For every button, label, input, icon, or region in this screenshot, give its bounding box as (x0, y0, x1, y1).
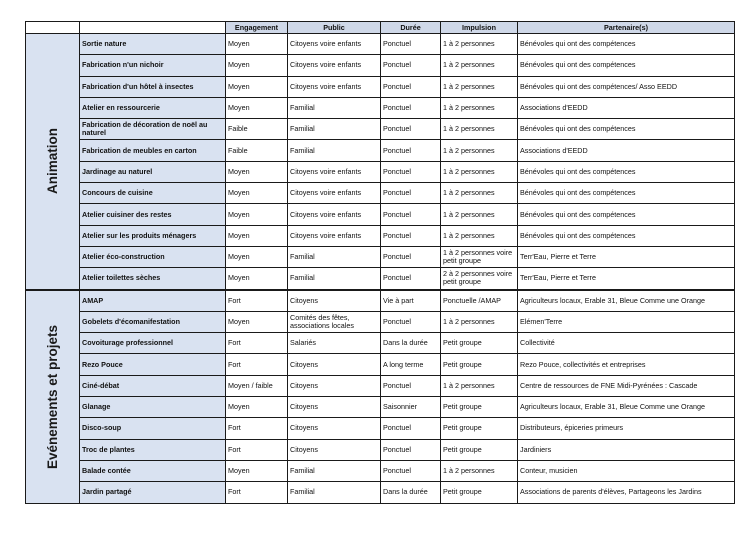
impulsion-cell: 1 à 2 personnes voire petit groupe (441, 246, 518, 267)
engagement-cell: Moyen (226, 55, 288, 76)
public-cell: Citoyens voire enfants (288, 161, 381, 182)
public-cell: Citoyens (288, 418, 381, 439)
engagement-cell: Moyen / faible (226, 375, 288, 396)
engagement-cell: Moyen (226, 246, 288, 267)
activity-cell: Jardin partagé (80, 482, 226, 503)
header-engagement: Engagement (226, 22, 288, 34)
engagement-cell: Moyen (226, 34, 288, 55)
duree-cell: Ponctuel (381, 268, 441, 290)
engagement-cell: Moyen (226, 97, 288, 118)
activity-cell: Atelier toilettes sèches (80, 268, 226, 290)
impulsion-cell: Petit groupe (441, 418, 518, 439)
partenaires-cell: Agriculteurs locaux, Erable 31, Bleue Comme une Orange (518, 290, 735, 312)
table-row (26, 204, 735, 225)
public-cell: Familial (288, 246, 381, 267)
engagement-cell: Moyen (226, 161, 288, 182)
public-cell: Salariés (288, 333, 381, 354)
duree-cell: Ponctuel (381, 225, 441, 246)
engagement-cell: Fort (226, 482, 288, 503)
activity-cell: Disco-soup (80, 418, 226, 439)
activity-cell: Atelier cuisiner des restes (80, 204, 226, 225)
engagement-cell: Moyen (226, 183, 288, 204)
partenaires-cell: Jardiniers (518, 439, 735, 460)
duree-cell: Ponctuel (381, 183, 441, 204)
table-row (26, 460, 735, 481)
public-cell: Citoyens (288, 397, 381, 418)
partenaires-cell: Associations d'EEDD (518, 140, 735, 161)
activity-cell: AMAP (80, 290, 226, 312)
impulsion-cell: Petit groupe (441, 482, 518, 503)
table-row (26, 333, 735, 354)
duree-cell: Ponctuel (381, 55, 441, 76)
public-cell: Familial (288, 482, 381, 503)
group-cell (26, 34, 80, 290)
duree-cell: A long terme (381, 354, 441, 375)
table-row (26, 225, 735, 246)
public-cell: Citoyens (288, 375, 381, 396)
activity-cell: Covoiturage professionnel (80, 333, 226, 354)
public-cell: Familial (288, 119, 381, 140)
partenaires-cell: Agriculteurs locaux, Erable 31, Bleue Comme une Orange (518, 397, 735, 418)
duree-cell: Ponctuel (381, 161, 441, 182)
activity-cell: Rezo Pouce (80, 354, 226, 375)
header-public: Public (288, 22, 381, 34)
public-cell: Familial (288, 268, 381, 290)
table-row (26, 161, 735, 182)
engagement-cell: Fort (226, 354, 288, 375)
impulsion-cell: Ponctuelle /AMAP (441, 290, 518, 312)
engagement-cell: Faible (226, 140, 288, 161)
partenaires-cell: Elémen'Terre (518, 311, 735, 332)
activity-cell: Jardinage au naturel (80, 161, 226, 182)
engagement-cell: Fort (226, 333, 288, 354)
duree-cell: Ponctuel (381, 34, 441, 55)
public-cell: Citoyens (288, 439, 381, 460)
group-label: Evénements et projets (44, 324, 60, 469)
group-cell (26, 290, 80, 503)
impulsion-cell: Petit groupe (441, 439, 518, 460)
impulsion-cell: Petit groupe (441, 333, 518, 354)
duree-cell: Ponctuel (381, 460, 441, 481)
header-impulsion: Impulsion (441, 22, 518, 34)
impulsion-cell: Petit groupe (441, 354, 518, 375)
engagement-cell: Moyen (226, 311, 288, 332)
table-row (26, 311, 735, 332)
public-cell: Citoyens (288, 290, 381, 312)
duree-cell: Ponctuel (381, 204, 441, 225)
impulsion-cell: 1 à 2 personnes (441, 55, 518, 76)
public-cell: Citoyens voire enfants (288, 225, 381, 246)
header-partenaires: Partenaire(s) (518, 22, 735, 34)
duree-cell: Ponctuel (381, 418, 441, 439)
table-row (26, 418, 735, 439)
engagement-cell: Fort (226, 439, 288, 460)
blank-header-activity (80, 22, 226, 34)
duree-cell: Ponctuel (381, 311, 441, 332)
public-cell: Citoyens voire enfants (288, 204, 381, 225)
duree-cell: Ponctuel (381, 140, 441, 161)
impulsion-cell: 1 à 2 personnes (441, 161, 518, 182)
impulsion-cell: 1 à 2 personnes (441, 76, 518, 97)
public-cell: Citoyens (288, 354, 381, 375)
public-cell: Citoyens voire enfants (288, 55, 381, 76)
activity-cell: Gobelets d'écomanifestation (80, 311, 226, 332)
public-cell: Citoyens voire enfants (288, 183, 381, 204)
duree-cell: Ponctuel (381, 97, 441, 118)
engagement-cell: Moyen (226, 76, 288, 97)
engagement-cell: Fort (226, 290, 288, 312)
duree-cell: Vie à part (381, 290, 441, 312)
activity-cell: Fabrication de décoration de noël au naturel (80, 119, 226, 140)
impulsion-cell: 1 à 2 personnes (441, 183, 518, 204)
activity-cell: Fabrication de meubles en carton (80, 140, 226, 161)
duree-cell: Ponctuel (381, 246, 441, 267)
partenaires-cell: Bénévoles qui ont des compétences (518, 225, 735, 246)
activities-table (25, 21, 735, 504)
public-cell: Familial (288, 460, 381, 481)
partenaires-cell: Terr'Eau, Pierre et Terre (518, 268, 735, 290)
table-body (26, 34, 735, 504)
impulsion-cell: 1 à 2 personnes (441, 311, 518, 332)
partenaires-cell: Distributeurs, épiceries primeurs (518, 418, 735, 439)
partenaires-cell: Rezo Pouce, collectivités et entreprises (518, 354, 735, 375)
engagement-cell: Moyen (226, 225, 288, 246)
partenaires-cell: Bénévoles qui ont des compétences (518, 204, 735, 225)
duree-cell: Ponctuel (381, 439, 441, 460)
table-row (26, 375, 735, 396)
impulsion-cell: 1 à 2 personnes (441, 34, 518, 55)
table-row (26, 34, 735, 55)
impulsion-cell: 1 à 2 personnes (441, 140, 518, 161)
impulsion-cell: 2 à 2 personnes voire petit groupe (441, 268, 518, 290)
partenaires-cell: Collectivité (518, 333, 735, 354)
table-row (26, 246, 735, 267)
blank-header-group (26, 22, 80, 34)
impulsion-cell: 1 à 2 personnes (441, 119, 518, 140)
impulsion-cell: Petit groupe (441, 397, 518, 418)
public-cell: Familial (288, 140, 381, 161)
table-row (26, 354, 735, 375)
activity-cell: Ciné-débat (80, 375, 226, 396)
impulsion-cell: 1 à 2 personnes (441, 460, 518, 481)
header-row (26, 22, 735, 34)
partenaires-cell: Associations d'EEDD (518, 97, 735, 118)
partenaires-cell: Terr'Eau, Pierre et Terre (518, 246, 735, 267)
partenaires-cell: Associations de parents d'élèves, Partageons les Jardins (518, 482, 735, 503)
partenaires-cell: Bénévoles qui ont des compétences (518, 161, 735, 182)
duree-cell: Ponctuel (381, 76, 441, 97)
table-row (26, 397, 735, 418)
partenaires-cell: Conteur, musicien (518, 460, 735, 481)
partenaires-cell: Bénévoles qui ont des compétences (518, 34, 735, 55)
table-row (26, 439, 735, 460)
activity-cell: Fabrication n'un nichoir (80, 55, 226, 76)
table-row (26, 97, 735, 118)
table-row (26, 119, 735, 140)
duree-cell: Dans la durée (381, 482, 441, 503)
activity-cell: Atelier éco-construction (80, 246, 226, 267)
impulsion-cell: 1 à 2 personnes (441, 204, 518, 225)
activity-cell: Atelier sur les produits ménagers (80, 225, 226, 246)
duree-cell: Ponctuel (381, 375, 441, 396)
header-duree: Durée (381, 22, 441, 34)
activity-cell: Sortie nature (80, 34, 226, 55)
engagement-cell: Moyen (226, 268, 288, 290)
partenaires-cell: Bénévoles qui ont des compétences/ Asso EEDD (518, 76, 735, 97)
table-row (26, 76, 735, 97)
public-cell: Comités des fêtes, associations locales (288, 311, 381, 332)
table-row (26, 482, 735, 503)
impulsion-cell: 1 à 2 personnes (441, 375, 518, 396)
engagement-cell: Moyen (226, 204, 288, 225)
activities-sheet (25, 21, 735, 504)
activity-cell: Concours de cuisine (80, 183, 226, 204)
engagement-cell: Faible (226, 119, 288, 140)
duree-cell: Dans la durée (381, 333, 441, 354)
partenaires-cell: Bénévoles qui ont des compétences (518, 119, 735, 140)
table-row (26, 183, 735, 204)
activity-cell: Balade contée (80, 460, 226, 481)
activity-cell: Troc de plantes (80, 439, 226, 460)
table-row (26, 268, 735, 290)
engagement-cell: Moyen (226, 397, 288, 418)
table-row (26, 55, 735, 76)
partenaires-cell: Bénévoles qui ont des compétences (518, 55, 735, 76)
impulsion-cell: 1 à 2 personnes (441, 225, 518, 246)
public-cell: Citoyens voire enfants (288, 34, 381, 55)
group-label: Animation (44, 128, 60, 195)
activity-cell: Fabrication d'un hôtel à insectes (80, 76, 226, 97)
duree-cell: Ponctuel (381, 119, 441, 140)
activity-cell: Glanage (80, 397, 226, 418)
activity-cell: Atelier en ressourcerie (80, 97, 226, 118)
duree-cell: Saisonnier (381, 397, 441, 418)
engagement-cell: Fort (226, 418, 288, 439)
table-row (26, 290, 735, 312)
public-cell: Familial (288, 97, 381, 118)
partenaires-cell: Centre de ressources de FNE Midi-Pyrénées : Cascade (518, 375, 735, 396)
partenaires-cell: Bénévoles qui ont des compétences (518, 183, 735, 204)
public-cell: Citoyens voire enfants (288, 76, 381, 97)
table-row (26, 140, 735, 161)
impulsion-cell: 1 à 2 personnes (441, 97, 518, 118)
engagement-cell: Moyen (226, 460, 288, 481)
